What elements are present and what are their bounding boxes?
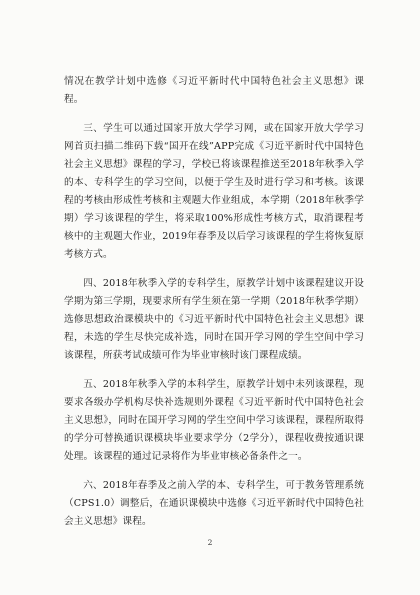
page-number: 2: [207, 538, 213, 547]
paragraph-item-6: 六、2018年春季及之前入学的本、专科学生，可于教务管理系统（CPS1.0）调整后，在通识课模块中选修《习近平新时代中国特色社会主义思想》课程。: [64, 480, 364, 527]
paragraph-item-5: 五、2018年秋季入学的本科学生，原教学计划中未列该课程，现要求各级办学机构尽快补选规则外课程《习近平新时代中国特色社会主义思想》，同时在国开学习网的学生空间中学习该课程，课程所取得的学分可替换通识课模块毕业要求学分（2学分），课程收费按通识课处理。该课程的通过记录将作为毕业审核必备条件之一。: [64, 379, 364, 462]
paragraph-item-3: 三、学生可以通过国家开放大学学习网，或在国家开放大学学习网首页扫描二维码下载“国开在线”APP完成《习近平新时代中国特色社会主义思想》课程的学习，学校已将该课程推送至2018年秋季入学的本、专科学生的学习空间，以便于学生及时进行学习和考核。该课程的考核由形成性考核和主观题大作业组成，本学期（2018年秋季学期）学习该课程的学生，将采取100%形成性考核方式，取消课程考核中的主观题大作业，2019年春季及以后学习该课程的学生将恢复原考核方式。: [64, 123, 364, 260]
paragraph-item-4: 四、2018年秋季入学的专科学生，原教学计划中该课程建议开设学期为第三学期，现要求所有学生须在第一学期（2018年秋季学期）选修思想政治课模块中的《习近平新时代中国特色社会主义思想》课程，未选的学生尽快完成补选，同时在国开学习网的学生空间中学习该课程，所获考试成绩可作为毕业审核时该门课程成绩。: [64, 278, 364, 361]
document-body: [64, 73, 364, 542]
paragraph-continuation: 情况在教学计划中选修《习近平新时代中国特色社会主义思想》课程。: [64, 76, 364, 105]
